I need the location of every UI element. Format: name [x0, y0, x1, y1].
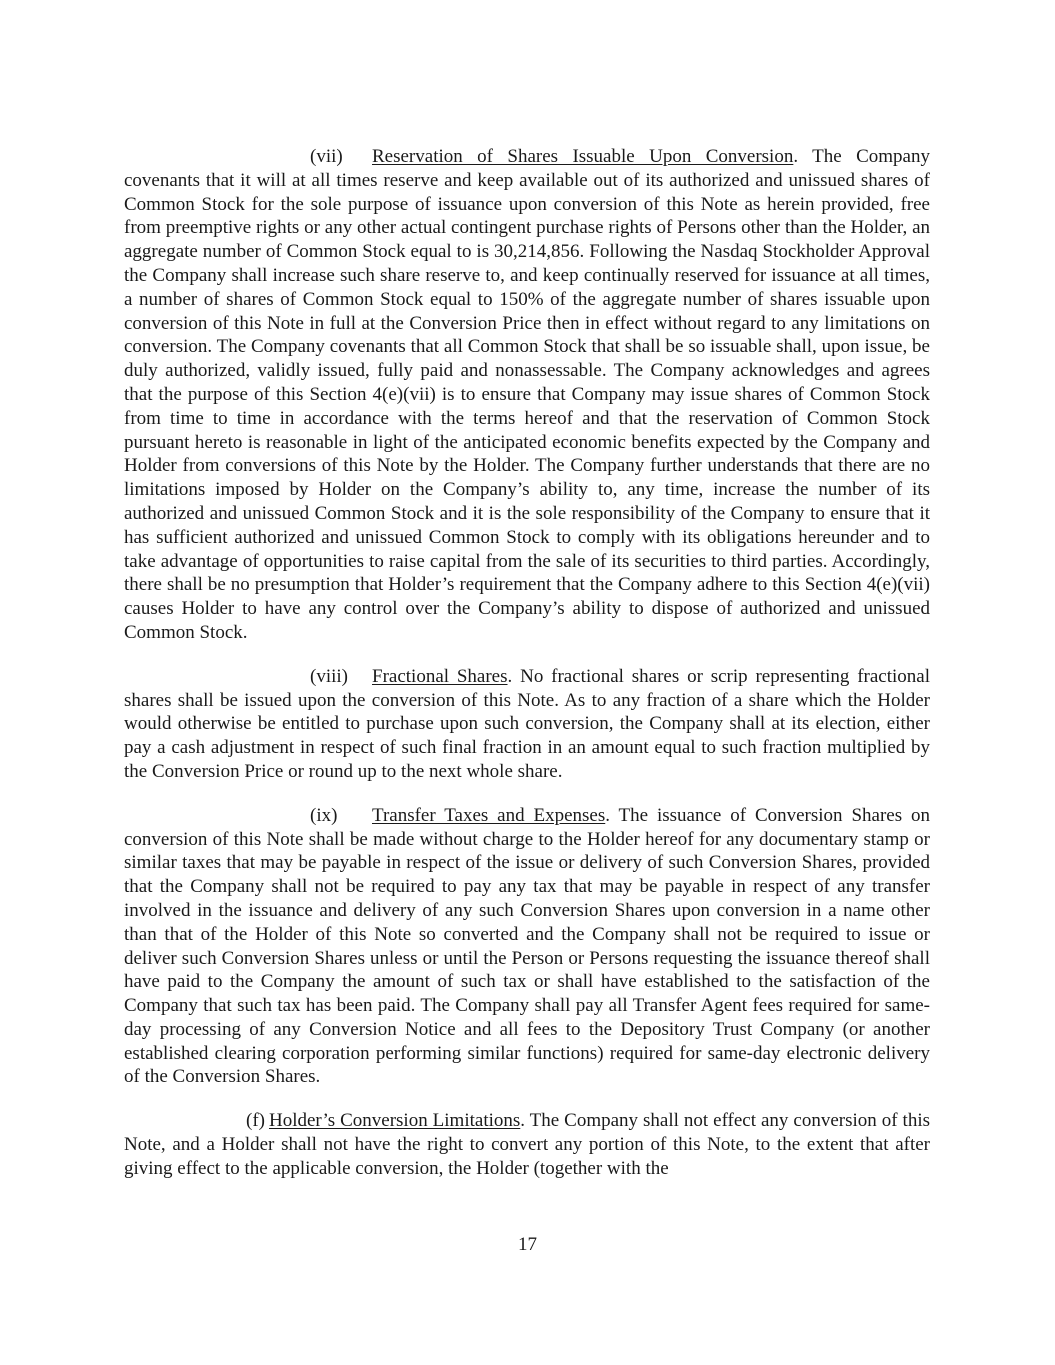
paragraph-number: (f) [246, 1110, 265, 1132]
paragraph-f [124, 1109, 930, 1180]
paragraph-body: . No fractional shares or scrip representing fractional shares shall be issued upon the conversion of this Note. As to any fraction of a share which the Holder would otherwise be entitled to purchase upon such conversion, the Company shall at its election, either pay a cash adjustment in respect of such final fraction in an amount equal to such fraction multiplied by the Conversion Price or round up to the next whole share. [124, 665, 930, 782]
page-number: 17 [518, 1234, 537, 1255]
paragraph-number: (vii) [310, 146, 343, 167]
paragraph-vii [124, 145, 930, 645]
paragraph-viii [124, 665, 930, 784]
paragraph-heading: Reservation of Shares Issuable Upon Conversion [372, 146, 794, 167]
paragraph-body: . The issuance of Conversion Shares on conversion of this Note shall be made without charge to the Holder hereof for any documentary stamp or similar taxes that may be payable in respect of the issue or delivery of such Conversion Shares, provided that the Company shall not be required to pay any tax that may be payable in respect of any transfer involved in the issuance and delivery of any such Conversion Shares upon conversion in a name other than that of the Holder of this Note so converted and the Company shall not be required to issue or deliver such Conversion Shares unless or until the Person or Persons requesting the issuance thereof shall have paid to the Company the amount of such tax or shall have established to the satisfaction of the Company that such tax has been paid. The Company shall pay all Transfer Agent fees required for same-day processing of any Conversion Notice and all fees to the Depository Trust Company (or another established clearing corporation performing similar functions) required for same-day electronic delivery of the Conversion Shares. [124, 804, 930, 1088]
paragraph-body: . The Company shall not effect any conversion of this Note, and a Holder shall not have the right to convert any portion of this Note, to the extent that after giving effect to the applicable conversion, the Holder (together with the [124, 1110, 930, 1179]
paragraph-number: (viii) [310, 665, 348, 687]
paragraph-body: . The Company covenants that it will at all times reserve and keep available out of its authorized and unissued shares of Common Stock for the sole purpose of issuance upon conversion of this Note as herein provided, free from preemptive rights or any other actual contingent purchase rights of Persons other than the Holder, an aggregate number of Common Stock equal to is 30,214,856. Following the Nasdaq Stockholder Approval the Company shall increase such share reserve to, and keep continually reserved for issuance at all times, a number of shares of Common Stock equal to 150% of the aggregate number of shares issuable upon conversion of this Note in full at the Conversion Price then in effect without regard to any limitations on conversion. The Company covenants that all Common Stock that shall be so issuable shall, upon issue, be duly authorized, validly issued, fully paid and nonassessable. The Company acknowledges and agrees that the purpose of this Section 4(e)(vii) is to ensure that Company may issue shares of Common Stock from time to time in accordance with the terms hereof and that the reservation of Common Stock pursuant hereto is reasonable in light of the anticipated economic benefits expected by the Company and Holder from conversions of this Note by the Holder. The Company further understands that there are no limitations imposed by Holder on the Company’s ability to, any time, increase the number of its authorized and unissued Common Stock and it is the sole responsibility of the Company to ensure that it has sufficient authorized and unissued Common Stock to comply with its obligations hereunder and to take advantage of opportunities to raise capital from the sale of its securities to third parties. Accordingly, there shall be no presumption that Holder’s requirement that the Company adhere to this Section 4(e)(vii) causes Holder to have any control over the Company’s ability to dispose of authorized and unissued Common Stock. [124, 146, 930, 643]
paragraph-ix [124, 804, 930, 1090]
paragraph-heading: Transfer Taxes and Expenses [372, 804, 606, 826]
paragraph-heading: Fractional Shares [372, 665, 508, 687]
paragraph-heading: Holder’s Conversion Limitations [268, 1110, 521, 1132]
document-page [124, 145, 930, 1181]
paragraph-number: (ix) [310, 804, 338, 826]
